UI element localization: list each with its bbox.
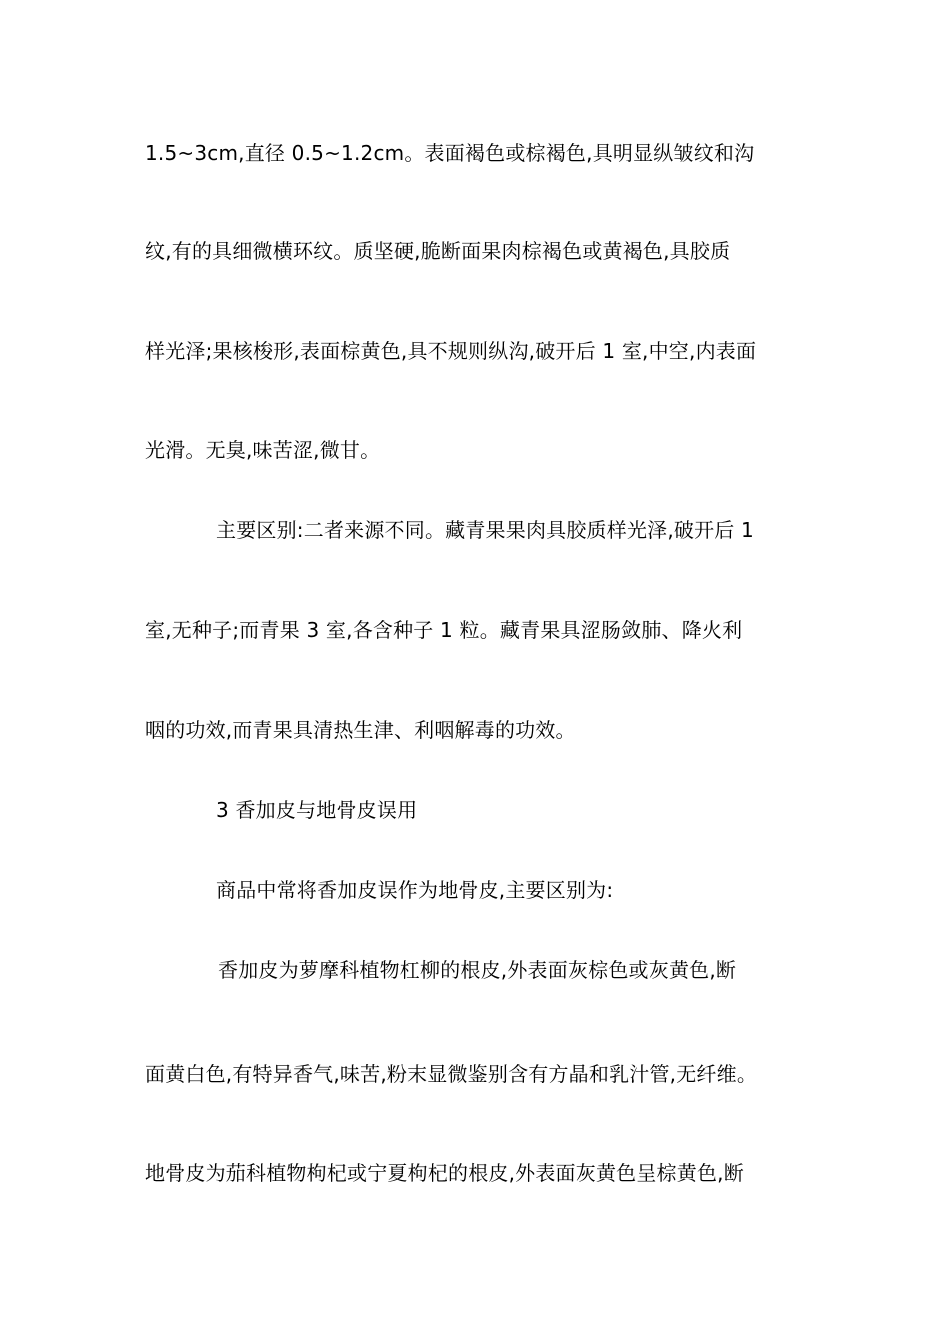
- paragraph-main-difference-line-3: 咽的功效,而青果具清热生津、利咽解毒的功效。: [145, 718, 576, 742]
- text-line-4: 光滑。无臭,味苦涩,微甘。: [145, 438, 381, 462]
- text-line-1: 1.5~3cm,直径 0.5~1.2cm。表面褐色或棕褐色,具明显纵皱纹和沟: [145, 141, 755, 165]
- paragraph-main-difference-line-1: 主要区别:二者来源不同。藏青果果肉具胶质样光泽,破开后 1: [216, 518, 754, 542]
- text-line-2: 纹,有的具细微横环纹。质坚硬,脆断面果肉棕褐色或黄褐色,具胶质: [145, 239, 731, 263]
- paragraph-xiangjiapi-line-2: 面黄白色,有特异香气,味苦,粉末显微鉴别含有方晶和乳汁管,无纤维。: [145, 1062, 758, 1086]
- paragraph-main-difference-line-2: 室,无种子;而青果 3 室,各含种子 1 粒。藏青果具涩肠敛肺、降火利: [145, 618, 743, 642]
- text-line-3: 样光泽;果核梭形,表面棕黄色,具不规则纵沟,破开后 1 室,中空,内表面: [145, 339, 757, 363]
- section-heading: 3 香加皮与地骨皮误用: [216, 798, 418, 822]
- paragraph-xiangjiapi-line-1: 香加皮为萝摩科植物杠柳的根皮,外表面灰棕色或灰黄色,断: [218, 958, 737, 982]
- paragraph-intro: 商品中常将香加皮误作为地骨皮,主要区别为:: [216, 878, 614, 902]
- paragraph-digupi-line-1: 地骨皮为茄科植物枸杞或宁夏枸杞的根皮,外表面灰黄色呈棕黄色,断: [145, 1161, 744, 1185]
